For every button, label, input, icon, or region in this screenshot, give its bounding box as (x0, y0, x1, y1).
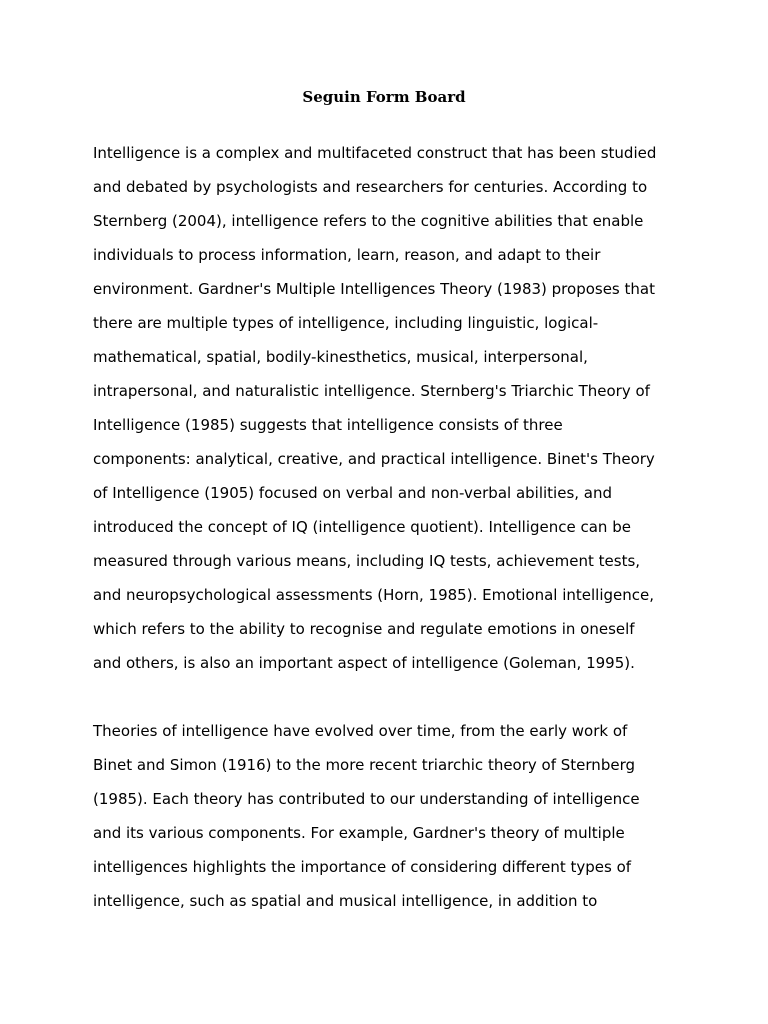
text-line: Intelligence (1985) suggests that intelligence consists of three (93, 416, 563, 434)
text-line: components: analytical, creative, and practical intelligence. Binet's Theory (93, 450, 655, 468)
text-line: and debated by psychologists and researchers for centuries. According to (93, 178, 648, 196)
text-line: intrapersonal, and naturalistic intelligence. Sternberg's Triarchic Theory of (93, 382, 650, 400)
text-line: Sternberg (2004), intelligence refers to the cognitive abilities that enable (93, 212, 644, 230)
text-line: there are multiple types of intelligence, including linguistic, logical- (93, 314, 599, 332)
text-line: mathematical, spatial, bodily-kinesthetics, musical, interpersonal, (93, 348, 588, 366)
text-line: measured through various means, including IQ tests, achievement tests, (93, 552, 641, 570)
text-line: intelligence, such as spatial and musical intelligence, in addition to (93, 892, 598, 910)
text-line: individuals to process information, learn, reason, and adapt to their (93, 246, 601, 264)
text-line: introduced the concept of IQ (intelligence quotient). Intelligence can be (93, 518, 631, 536)
text-line: environment. Gardner's Multiple Intelligences Theory (1983) proposes that (93, 280, 655, 298)
text-line: (1985). Each theory has contributed to our understanding of intelligence (93, 790, 640, 808)
text-line: Binet and Simon (1916) to the more recent triarchic theory of Sternberg (93, 756, 635, 774)
paragraph-1 (93, 136, 693, 680)
text-line: of Intelligence (1905) focused on verbal and non-verbal abilities, and (93, 484, 613, 502)
text-line: Theories of intelligence have evolved over time, from the early work of (93, 722, 628, 740)
text-line: and its various components. For example, Gardner's theory of multiple (93, 824, 625, 842)
page-title: Seguin Form Board (302, 88, 466, 106)
text-line: and others, is also an important aspect of intelligence (Goleman, 1995). (93, 654, 635, 672)
text-line: intelligences highlights the importance of considering different types of (93, 858, 632, 876)
paragraph-2 (93, 714, 693, 918)
text-line: Intelligence is a complex and multifaceted construct that has been studied (93, 144, 657, 162)
text-line: which refers to the ability to recognise and regulate emotions in oneself (93, 620, 635, 638)
text-line: and neuropsychological assessments (Horn, 1985). Emotional intelligence, (93, 586, 655, 604)
